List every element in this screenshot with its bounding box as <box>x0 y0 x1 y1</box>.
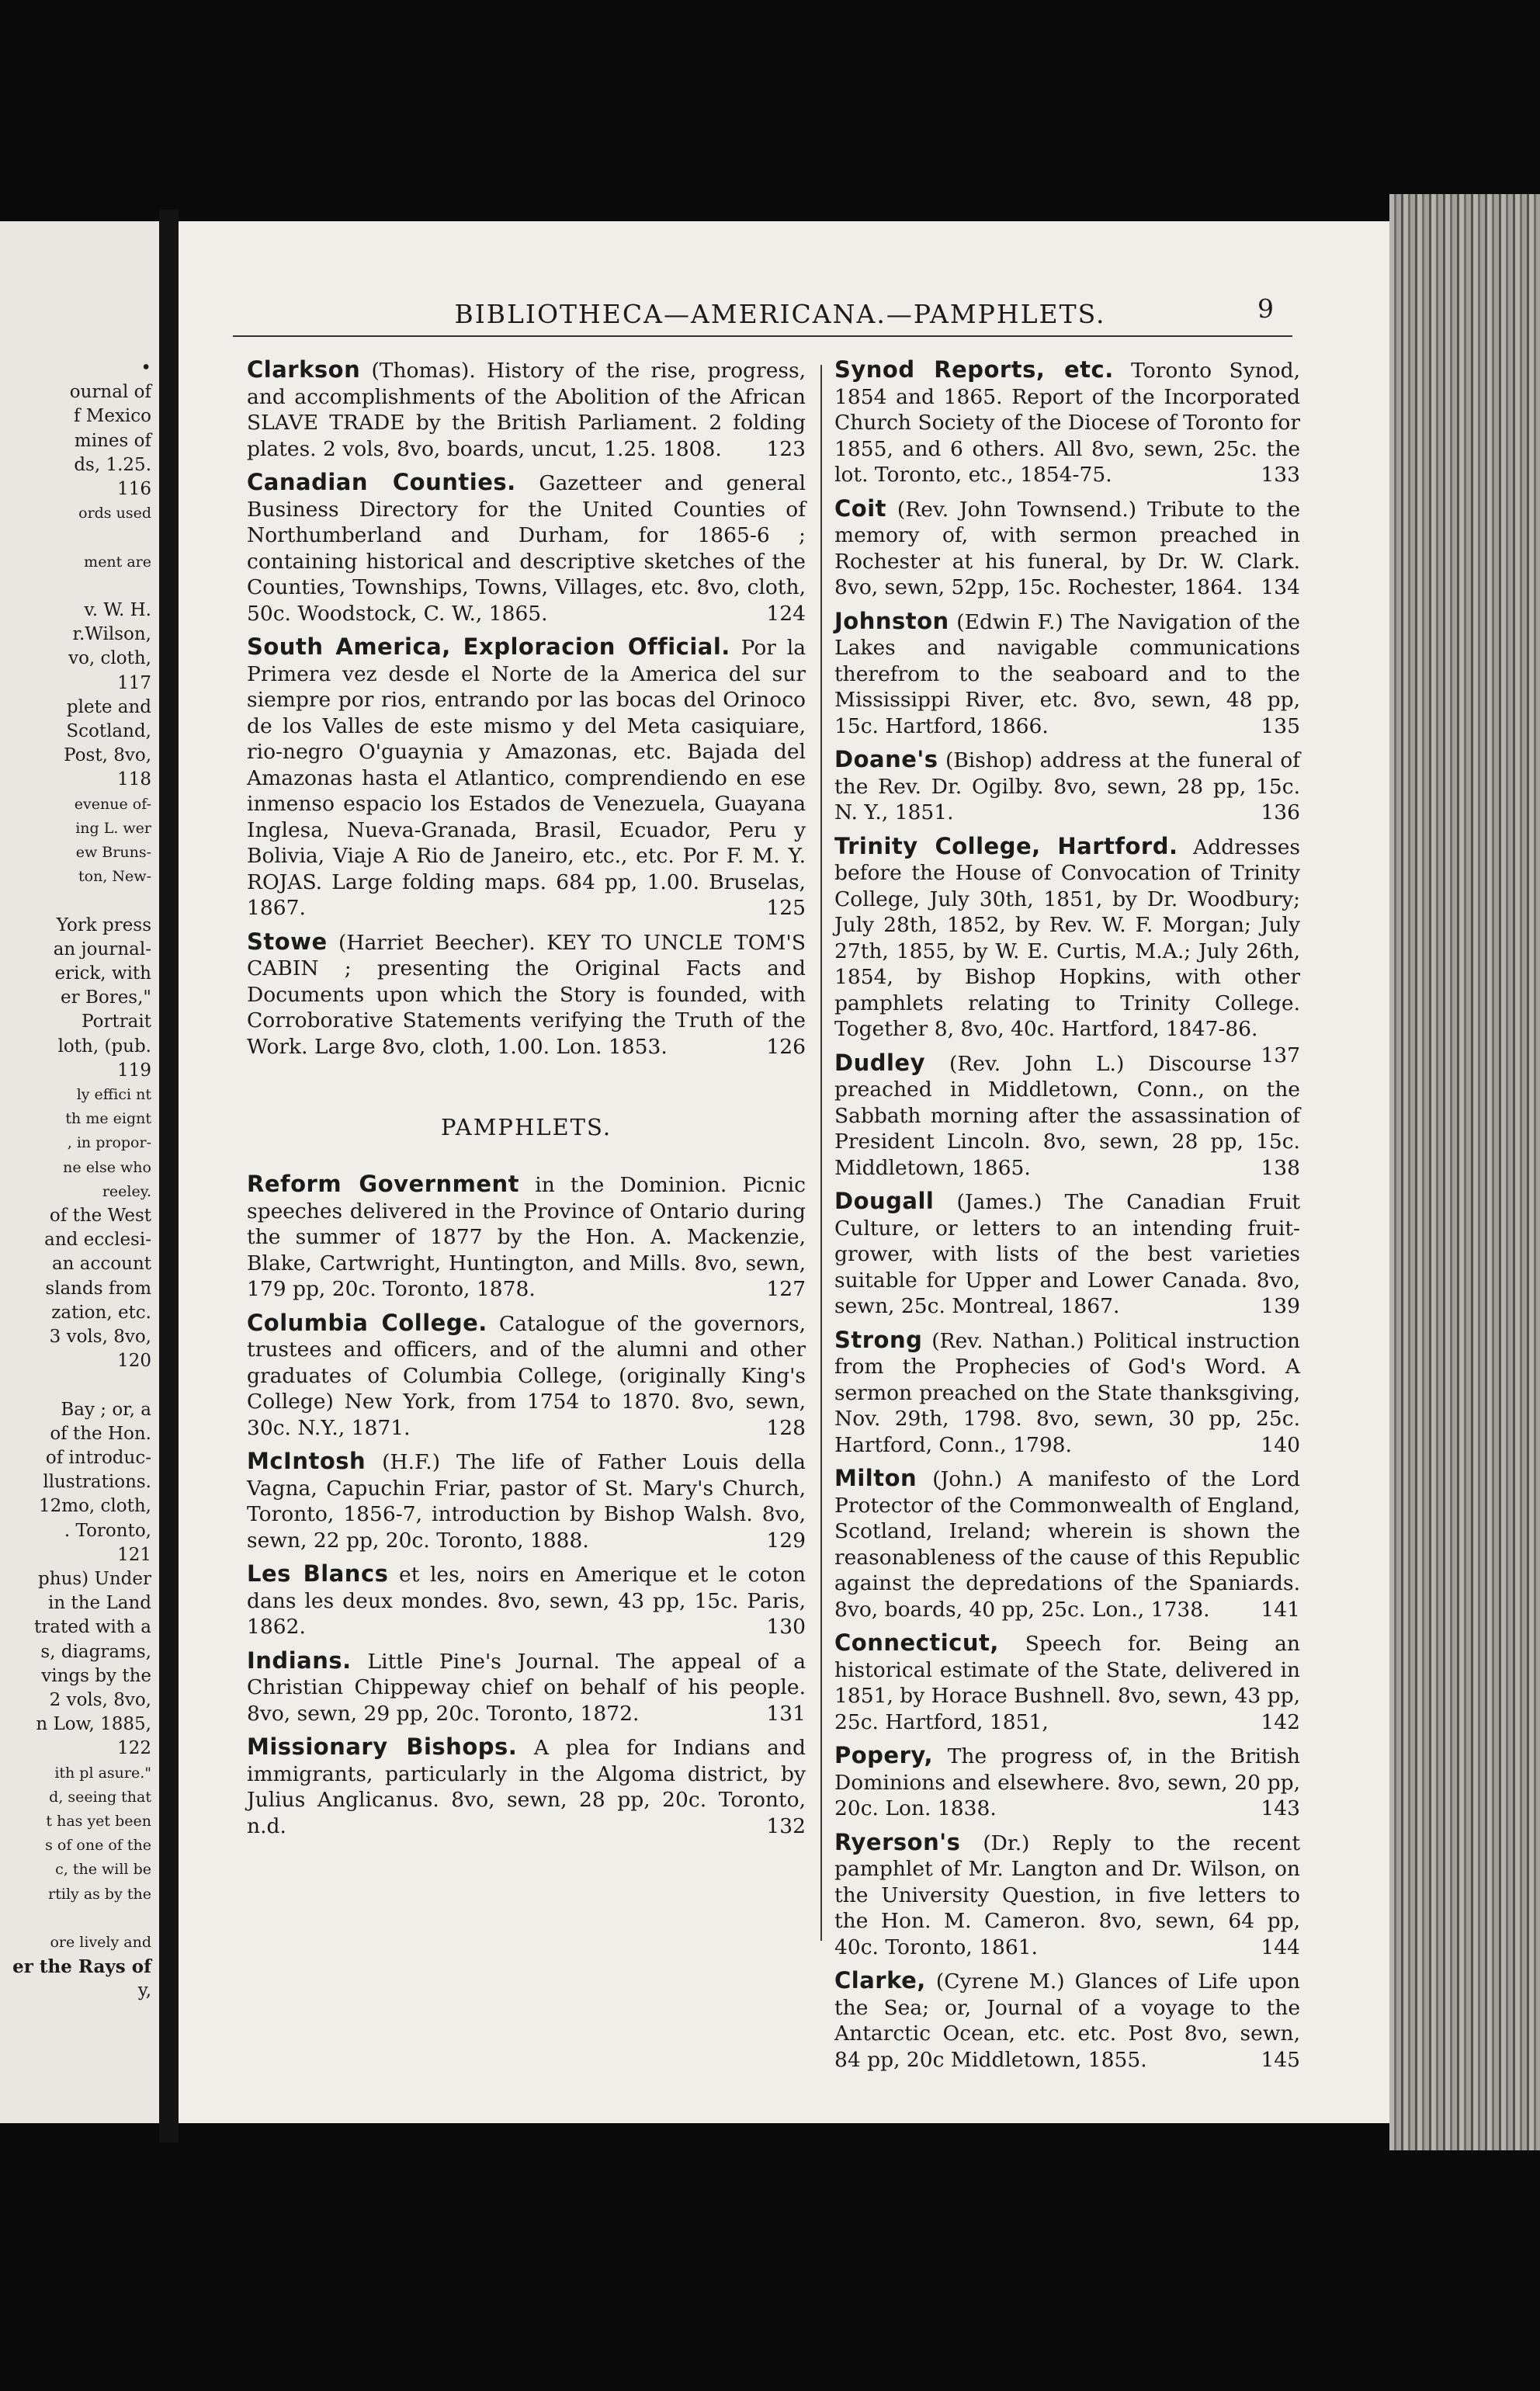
entry-heading: Clarkson <box>247 356 361 383</box>
entry-text: (Harriet Beecher). KEY TO UNCLE TOM'S CABIN ; presenting the Original Facts and Documents upon which the Story is founded, with Corroborative Statements verifying the Truth of the Work. Large 8vo, cloth, 1.00. Lon. 1853. <box>247 930 806 1059</box>
facing-page-line: erick, with <box>54 963 151 984</box>
entry-heading: Stowe <box>247 928 328 955</box>
entry-number: 128 <box>766 1415 806 1440</box>
entry-heading: Johnston <box>834 607 949 634</box>
catalogue-entry <box>247 470 806 626</box>
facing-page-line: plete and <box>66 696 151 717</box>
catalogue-entry <box>834 747 1300 826</box>
facing-page-line: ournal of <box>69 382 151 403</box>
catalogue-entry <box>834 496 1300 601</box>
facing-page-line: ords used <box>78 505 151 522</box>
facing-page-line: 116 <box>117 479 151 499</box>
facing-page-line: an journal- <box>53 939 151 960</box>
entry-number: 142 <box>1261 1709 1300 1734</box>
entry-number: 140 <box>1261 1432 1300 1457</box>
right-column <box>834 357 1300 2080</box>
entry-heading: McIntosh <box>247 1448 366 1474</box>
facing-page-line: an account <box>51 1254 151 1275</box>
facing-page-line: , in propor- <box>67 1134 151 1152</box>
entry-number: 127 <box>766 1277 806 1301</box>
facing-page-line: Bay ; or, a <box>61 1399 151 1420</box>
page-number: 9 <box>1257 293 1274 324</box>
facing-page-line: and ecclesi- <box>44 1230 151 1251</box>
facing-page-line: th me eignt <box>65 1110 151 1128</box>
entry-text: (Bishop) address at the funeral of the Rev. Dr. Ogilby. 8vo, sewn, 28 pp, 15c. N. Y., 1851. <box>834 748 1300 824</box>
entry-number: 138 <box>1261 1155 1300 1180</box>
entry-heading: Columbia College. <box>247 1309 487 1336</box>
left-column <box>247 357 806 1847</box>
entry-heading: Doane's <box>834 746 938 772</box>
facing-page-line: . Toronto, <box>64 1520 151 1541</box>
entry-heading: Dougall <box>834 1188 935 1214</box>
facing-page-line: ds, 1.25. <box>74 454 151 475</box>
entry-number: 143 <box>1261 1796 1300 1820</box>
entry-text: Gazetteer and general Business Directory for the United Counties of Northumberland and Durham, for 1865-6 ; containing historical and descriptive sketches of the Counties, Townships, Towns, Villages, etc. 8vo, cloth, 50c. Woodstock, C. W., 1865. <box>247 471 806 626</box>
facing-page-line: ith pl asure." <box>54 1764 151 1782</box>
entry-heading: Clarke, <box>834 1967 926 1994</box>
entry-heading: Indians. <box>247 1647 352 1674</box>
entry-number: 129 <box>766 1528 806 1553</box>
entry-heading: Canadian Counties. <box>247 469 516 495</box>
facing-page-line: in the Land <box>48 1593 151 1614</box>
entry-heading: Dudley <box>834 1049 925 1076</box>
facing-page-line: s of one of the <box>45 1837 151 1855</box>
entry-heading: Strong <box>834 1326 923 1353</box>
catalogue-entry <box>834 357 1300 488</box>
facing-page-line: of the West <box>49 1206 151 1226</box>
entry-text: (Rev. John Townsend.) Tribute to the memory of, with sermon preached in Rochester at his funeral, by Dr. W. Clark. 8vo, sewn, 52pp, 15c. Rochester, 1864. <box>834 497 1300 599</box>
facing-page-line: 121 <box>117 1544 151 1565</box>
facing-page-line: ton, New- <box>78 868 151 886</box>
entry-text: (Dr.) Reply to the recent pamphlet of Mr. Langton and Dr. Wilson, on the University Question, in five letters to the Hon. M. Cameron. 8vo, sewn, 64 pp, 40c. Toronto, 1861. <box>834 1831 1300 1959</box>
entry-text: Por la Primera vez desde el Norte de la America del sur siempre por rios, entrando por las bocas del Orinoco de los Valles de este mismo y del Meta casiquiare, rio-negro O'guaynia y Amazonas, etc. Bajada del Amazonas hasta el Atlantico, comprendiendo en ese inmenso espacio los Estados de Venezuela, Guayana Inglesa, Nueva-Granada, Brasil, Ecuador, Peru y Bolivia, Viaje A Rio de Janeiro, etc., etc. Por F. M. Y. ROJAS. Large folding maps. 684 pp, 1.00. Bruselas, 1867. <box>247 636 806 920</box>
facing-page-line: phus) Under <box>38 1569 151 1589</box>
facing-page-line: ew Bruns- <box>75 844 151 861</box>
entry-heading: Reform Government <box>247 1171 520 1197</box>
facing-page-line: 120 <box>117 1351 151 1372</box>
entry-text: Little Pine's Journal. The appeal of a Christian Chippeway chief on behalf of his people. 8vo, sewn, 29 pp, 20c. Toronto, 1872. <box>247 1649 806 1726</box>
entry-text: (H.F.) The life of Father Louis della Vagna, Capuchin Friar, pastor of St. Mary's Church, Toronto, 1856-7, introduction by Bishop Walsh. 8vo, sewn, 22 pp, 20c. Toronto, 1888. <box>247 1450 806 1553</box>
section-title: PAMPHLETS. <box>440 1114 612 1140</box>
facing-page-line: er the Rays of <box>12 1956 151 1978</box>
facing-page-line: r.Wilson, <box>72 624 151 645</box>
entry-text: The progress of, in the British Dominions and elsewhere. 8vo, sewn, 20 pp, 20c. Lon. 1838. <box>834 1744 1300 1820</box>
catalogue-entry <box>247 1648 806 1727</box>
facing-page-line: • <box>140 358 151 378</box>
facing-page-fragment <box>0 221 159 2123</box>
facing-page-line: y, <box>137 1980 151 2001</box>
entry-text: Toronto Synod, 1854 and 1865. Report of the Incorporated Church Society of the Diocese of Toronto for 1855, and 6 others. All 8vo, sewn, 25c. the lot. Toronto, etc., 1854-75. <box>834 359 1301 487</box>
entry-number: 132 <box>766 1813 806 1838</box>
catalogue-entry <box>247 1171 806 1303</box>
facing-page-line: vings by the <box>41 1665 151 1686</box>
entry-text: (Cyrene M.) Glances of Life upon the Sea; or, Journal of a voyage to the Antarctic Ocean, etc. etc. Post 8vo, sewn, 84 pp, 20c Middletown, 1855. <box>834 1969 1300 2072</box>
catalogue-entry <box>834 609 1300 740</box>
facing-page-line: s, diagrams, <box>40 1641 151 1662</box>
entry-heading: Ryerson's <box>834 1828 961 1855</box>
entry-heading: South America, Exploracion Official. <box>247 633 730 660</box>
catalogue-entry <box>247 929 806 1060</box>
facing-page-line: c, the will be <box>55 1861 151 1879</box>
entry-text: et les, noirs en Amerique et le coton dans les deux mondes. 8vo, sewn, 43 pp, 15c. Paris, 1862. <box>247 1563 806 1639</box>
facing-page-line: n Low, 1885, <box>36 1714 151 1735</box>
facing-page-line: Post, 8vo, <box>64 745 151 766</box>
facing-page-line: loth, (pub. <box>57 1036 151 1057</box>
facing-page-line: zation, etc. <box>51 1302 151 1323</box>
facing-page-line: slands from <box>45 1278 151 1299</box>
catalogue-entry <box>834 1466 1300 1622</box>
entry-text: (Edwin F.) The Navigation of the Lakes and navigable communications therefrom to the seaboard and to the Mississippi River, etc. 8vo, sewn, 48 pp, 15c. Hartford, 1866. <box>834 609 1300 738</box>
facing-page-line: 12mo, cloth, <box>39 1496 151 1517</box>
facing-page-line: of introduc- <box>45 1448 151 1468</box>
facing-page-line: ore lively and <box>50 1934 151 1951</box>
entry-text: (Rev. Nathan.) Political instruction from the Prophecies of God's Word. A sermon preached on the State thanksgiving, Nov. 29th, 1798. 8vo, sewn, 30 pp, 25c. Hartford, Conn., 1798. <box>834 1328 1300 1457</box>
facing-page-line: Portrait <box>82 1012 151 1032</box>
entry-heading: Coit <box>834 495 887 522</box>
entry-number: 123 <box>766 436 806 461</box>
entry-heading: Les Blancs <box>247 1560 389 1587</box>
entry-heading: Popery, <box>834 1742 934 1768</box>
left-column-entries <box>247 357 806 1060</box>
catalogue-entry <box>834 1830 1300 1961</box>
facing-page-line: llustrations. <box>43 1472 151 1493</box>
facing-page-line: 3 vols, 8vo, <box>49 1327 151 1347</box>
catalogue-entry <box>247 1310 806 1442</box>
column-rule <box>820 365 822 1941</box>
entry-number: 135 <box>1261 713 1300 738</box>
facing-page-line: d, seeing that <box>49 1788 151 1806</box>
entry-heading: Milton <box>834 1465 917 1491</box>
facing-page-line: York press <box>56 914 151 935</box>
facing-page-line: f Mexico <box>73 406 151 427</box>
facing-page-line: reeley. <box>102 1182 151 1200</box>
facing-page-line: t has yet been <box>46 1813 151 1830</box>
entry-text: Speech for. Being an historical estimate of the State, delivered in 1851, by Horace Bushnell. 8vo, sewn, 43 pp, 25c. Hartford, 1851, <box>834 1632 1300 1734</box>
running-header: BIBLIOTHECA—AMERICANA.—PAMPHLETS. <box>454 299 1106 329</box>
entry-heading: Missionary Bishops. <box>247 1733 518 1760</box>
catalogue-entry <box>834 1327 1300 1459</box>
catalogue-entry <box>834 1743 1300 1822</box>
entry-number: 124 <box>766 601 806 626</box>
catalogue-entry <box>834 1050 1300 1182</box>
facing-page-line: Scotland, <box>66 721 151 741</box>
facing-page-line: trated with a <box>34 1617 151 1638</box>
entry-number: 130 <box>766 1615 806 1639</box>
entry-number: 144 <box>1261 1935 1300 1959</box>
entry-heading: Connecticut, <box>834 1629 999 1656</box>
facing-page-line: of the Hon. <box>50 1423 151 1444</box>
catalogue-entry <box>834 1189 1300 1320</box>
facing-page-line: ly effici nt <box>76 1086 151 1103</box>
entry-text: (Rev. John L.) Discourse preached in Middletown, Conn., on the Sabbath morning after the assassination of President Lincoln. 8vo, sewn, 28 pp, 15c. Middletown, 1865. <box>834 1051 1300 1180</box>
entry-text: A plea for Indians and immigrants, particularly in the Algoma district, by Julius Anglicanus. 8vo, sewn, 28 pp, 20c. Toronto, n.d. <box>247 1736 806 1838</box>
catalogue-entry <box>247 1561 806 1640</box>
facing-page-line: 122 <box>117 1738 151 1759</box>
catalogue-entry <box>247 634 806 921</box>
facing-page-line: rtily as by the <box>48 1885 151 1903</box>
facing-page-line: v. W. H. <box>84 600 151 620</box>
entry-number: 131 <box>766 1701 806 1726</box>
entry-number: 137 <box>1261 1043 1300 1067</box>
catalogue-entry <box>247 357 806 462</box>
entry-text: Addresses before the House of Convocation of Trinity College, July 30th, 1851, by Dr. Woodbury; July 28th, 1852, by Rev. W. F. Morgan; July 27th, 1855, by W. E. Curtis, M.A.; July 26th, 1854, by Bishop Hopkins, with other pamphlets relating to Trinity College. Together 8, 8vo, 40c. Hartford, 1847-86. <box>834 835 1300 1041</box>
facing-page-line: ing L. wer <box>75 819 151 837</box>
entry-number: 139 <box>1261 1294 1300 1318</box>
entry-heading: Trinity College, Hartford. <box>834 832 1178 859</box>
catalogue-entry <box>834 1630 1300 1735</box>
entry-number: 145 <box>1261 2047 1300 2072</box>
facing-page-line: ment are <box>84 553 151 571</box>
book-gutter <box>159 210 179 2143</box>
facing-page-line: 119 <box>117 1060 151 1081</box>
entry-text: (Thomas). History of the rise, progress, and accomplishments of the Abolition of the African SLAVE TRADE by the British Parliament. 2 folding plates. 2 vols, 8vo, boards, uncut, 1.25. 1808. <box>247 359 806 461</box>
catalogue-entry <box>834 1968 1300 2073</box>
catalogue-entry <box>247 1734 806 1839</box>
entry-text: (John.) A manifesto of the Lord Protector of the Commonwealth of England, Scotland, Ireland; wherein is shown the reasonableness of the cause of this Republic against the depredations of the Spaniards. 8vo, boards, 40 pp, 25c. Lon., 1738. <box>834 1467 1300 1622</box>
catalogue-entry <box>247 1449 806 1553</box>
entry-number: 134 <box>1261 575 1300 599</box>
entry-number: 141 <box>1261 1597 1300 1622</box>
entry-text: (James.) The Canadian Fruit Culture, or letters to an intending fruit-grower, with lists of the best varieties suitable for Upper and Lower Canada. 8vo, sewn, 25c. Montreal, 1867. <box>834 1190 1300 1318</box>
facing-page-line: vo, cloth, <box>68 648 151 669</box>
entry-number: 126 <box>766 1034 806 1059</box>
header-rule <box>233 335 1292 337</box>
pamphlet-entries <box>247 1171 806 1839</box>
entry-number: 125 <box>766 896 806 920</box>
entry-number: 136 <box>1261 800 1300 824</box>
facing-page-line: mines of <box>74 430 151 451</box>
facing-page-line: er Bores," <box>61 987 151 1008</box>
facing-page-line: 2 vols, 8vo, <box>49 1690 151 1710</box>
entry-text: Catalogue of the governors, trustees and officers, and of the alumni and other graduates of Columbia College, (originally King's College) New York, from 1754 to 1870. 8vo, sewn, 30c. N.Y., 1871. <box>247 1311 806 1440</box>
facing-page-line: 117 <box>117 672 151 693</box>
entry-number: 133 <box>1261 463 1300 487</box>
page-edges <box>1389 194 1540 2150</box>
entry-text: in the Dominion. Picnic speeches delivered in the Province of Ontario during the summer of 1877 by the Hon. A. Mackenzie, Blake, Cartwright, Huntington, and Mills. 8vo, sewn, 179 pp, 20c. Toronto, 1878. <box>247 1173 806 1301</box>
entry-heading: Synod Reports, etc. <box>834 356 1114 383</box>
right-column-entries <box>834 357 1300 2073</box>
facing-page-line: ne else who <box>63 1158 151 1176</box>
facing-page-line: 118 <box>117 769 151 790</box>
facing-page-line: evenue of- <box>74 795 151 813</box>
